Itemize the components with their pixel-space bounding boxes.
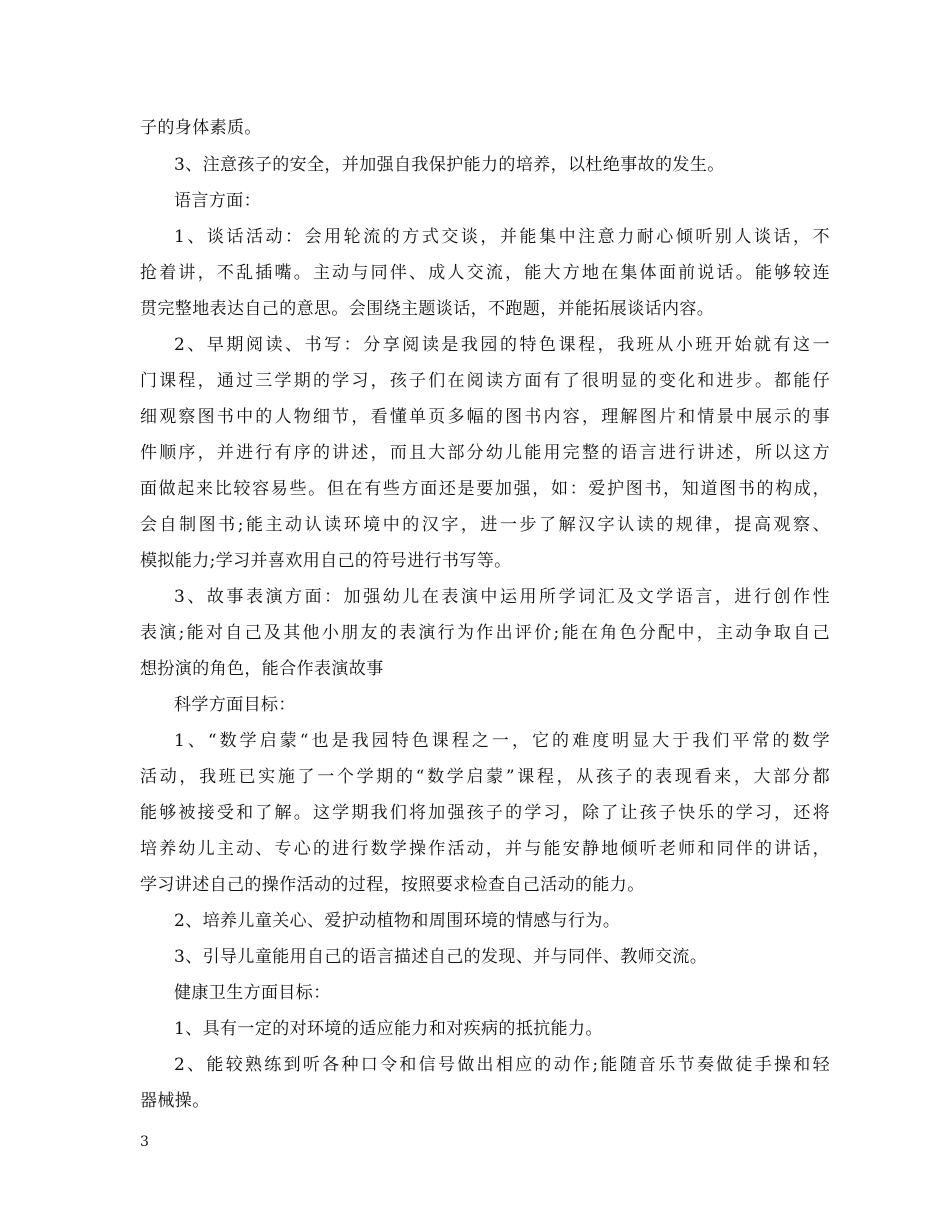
text-line: 想扮演的角色，能合作表演故事: [140, 659, 384, 679]
text-line: 3、故事表演方面：加强幼儿在表演中运用所学词汇及文学语言，进行创作性: [174, 587, 830, 607]
text-line: 1、具有一定的对环境的适应能力和对疾病的抵抗能力。: [174, 1019, 603, 1039]
text-line: 2、早期阅读、书写：分享阅读是我园的特色课程，我班从小班开始就有这一: [174, 335, 830, 355]
text-line: 细观察图书中的人物细节，看懂单页多幅的图书内容，理解图片和情景中展示的事: [140, 407, 830, 427]
page-number: 3: [140, 1134, 149, 1150]
text-line: 活动，我班已实施了一个学期的“数学启蒙”课程，从孩子的表现看来，大部分都: [140, 767, 830, 787]
text-line: 表演;能对自己及其他小朋友的表演行为作出评价;能在角色分配中，主动争取自己: [140, 623, 830, 643]
text-line: 面做起来比较容易些。但在有些方面还是要加强，如：爱护图书，知道图书的构成，: [140, 479, 830, 499]
text-line: 贯完整地表达自己的意思。会围绕主题谈话，不跑题，并能拓展谈话内容。: [140, 299, 715, 319]
text-line: 1、“数学启蒙“也是我园特色课程之一，它的难度明显大于我们平常的数学: [174, 731, 830, 751]
section-heading: 健康卫生方面目标：: [174, 983, 331, 1003]
text-line: 1、谈话活动：会用轮流的方式交谈，并能集中注意力耐心倾听别人谈话，不: [174, 227, 830, 247]
text-line: 能够被接受和了解。这学期我们将加强孩子的学习，除了让孩子快乐的学习，还将: [140, 803, 830, 823]
text-line: 门课程，通过三学期的学习，孩子们在阅读方面有了很明显的变化和进步。都能仔: [140, 371, 830, 391]
text-line: 3、注意孩子的安全，并加强自我保护能力的培养，以杜绝事故的发生。: [174, 155, 725, 175]
section-heading: 语言方面：: [174, 191, 261, 211]
text-line: 3、引导儿童能用自己的语言描述自己的发现、并与同伴、教师交流。: [174, 947, 708, 967]
text-line: 会自制图书;能主动认读环境中的汉字，进一步了解汉字认读的规律，提高观察、: [140, 515, 830, 535]
text-line: 2、培养儿童关心、爱护动植物和周围环境的情感与行为。: [174, 911, 621, 931]
text-line: 器械操。: [140, 1091, 210, 1111]
text-line: 抢着讲，不乱插嘴。主动与同伴、成人交流，能大方地在集体面前说话。能够较连: [140, 263, 830, 283]
text-line: 模拟能力;学习并喜欢用自己的符号进行书写等。: [140, 551, 512, 571]
text-line: 学习讲述自己的操作活动的过程，按照要求检查自己活动的能力。: [140, 875, 645, 895]
text-line: 2、能较熟练到听各种口令和信号做出相应的动作;能随音乐节奏做徒手操和轻: [174, 1055, 830, 1075]
text-line: 子的身体素质。: [140, 118, 262, 138]
section-heading: 科学方面目标：: [174, 695, 296, 715]
text-line: 培养幼儿主动、专心的进行数学操作活动，并与能安静地倾听老师和同伴的讲话，: [140, 839, 830, 859]
text-line: 件顺序，并进行有序的讲述，而且大部分幼儿能用完整的语言进行讲述，所以这方: [140, 443, 830, 463]
